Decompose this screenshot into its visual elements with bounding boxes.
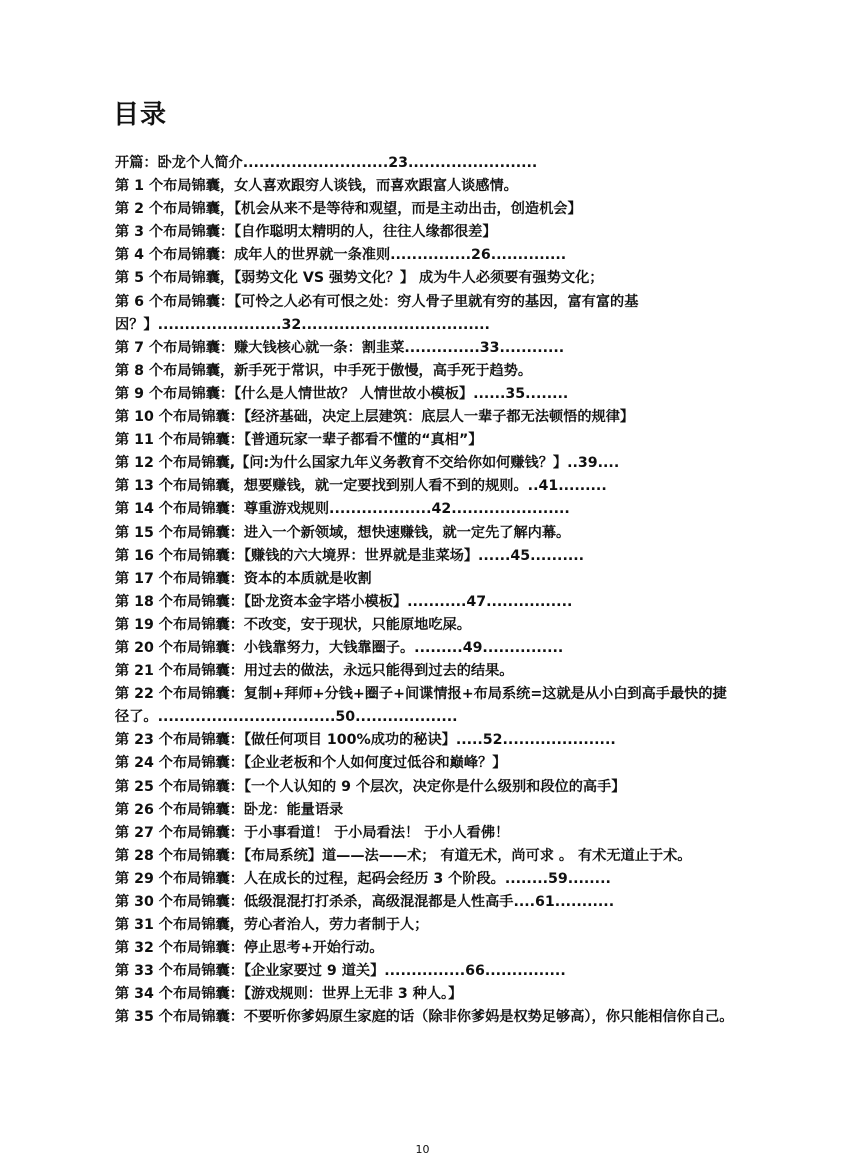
toc-entry[interactable]: 第 26 个布局锦囊：卧龙：能量语录: [115, 801, 344, 818]
toc-entry[interactable]: 第 4 个布局锦囊：成年人的世界就一条准则...............26..............: [115, 247, 567, 264]
toc-entry[interactable]: 第 14 个布局锦囊：尊重游戏规则...................42......................: [115, 501, 570, 518]
toc-entry[interactable]: 第 18 个布局锦囊：【卧龙资本金字塔小模板】...........47................: [115, 593, 573, 610]
toc-entry[interactable]: 第 9 个布局锦囊：【什么是人情世故？ 人情世故小模板】......35........: [115, 385, 569, 402]
toc-entry[interactable]: 第 34 个布局锦囊：【游戏规则：世界上无非 3 种人。】: [115, 986, 463, 1003]
toc-entry[interactable]: 第 30 个布局锦囊：低级混混打打杀杀，高级混混都是人性高手....61...........: [115, 894, 615, 910]
toc-entry[interactable]: 第 22 个布局锦囊：复制+拜师+分钱+圈子+间谍情报+布局系统=这就是从小白到高手最快的捷径了。.................................50...................: [115, 686, 727, 726]
toc-entry[interactable]: 第 12 个布局锦囊,【问:为什么国家九年义务教育不交给你如何赚钱？】..39....: [115, 455, 620, 472]
toc-entry[interactable]: 第 2 个布局锦囊，【机会从来不是等待和观望，而是主动出击，创造机会】: [115, 201, 582, 218]
toc-entry[interactable]: 第 32 个布局锦囊：停止思考+开始行动。: [115, 940, 384, 957]
toc-entry[interactable]: 第 11 个布局锦囊：【普通玩家一辈子都看不懂的“真相”】: [115, 432, 483, 449]
table-of-contents: [115, 152, 737, 1030]
toc-entry[interactable]: 第 33 个布局锦囊：【企业家要过 9 道关】...............66...............: [115, 963, 566, 980]
toc-entry[interactable]: 第 16 个布局锦囊：【赚钱的六大境界：世界就是韭菜场】......45..........: [115, 547, 585, 564]
toc-entry[interactable]: 第 6 个布局锦囊：【可怜之人必有可恨之处：穷人骨子里就有穷的基因，富有富的基因？】.......................32...................................: [115, 293, 639, 333]
toc-entry[interactable]: 第 35 个布局锦囊：不要听你爹妈原生家庭的话（除非你爹妈是权势足够高），你只能相信你自己。: [115, 1009, 734, 1026]
toc-entry[interactable]: 第 19 个布局锦囊：不改变，安于现状，只能原地吃屎。: [115, 616, 471, 633]
toc-entry[interactable]: 第 8 个布局锦囊，新手死于常识，中手死于傲慢，高手死于趋势。: [115, 362, 533, 379]
toc-entry[interactable]: 第 15 个布局锦囊：进入一个新领域，想快速赚钱，就一定先了解内幕。: [115, 524, 571, 541]
toc-entry[interactable]: 第 31 个布局锦囊，劳心者治人，劳力者制于人；: [115, 917, 429, 934]
toc-entry[interactable]: 第 25 个布局锦囊：【一个人认知的 9 个层次，决定你是什么级别和段位的高手】: [115, 778, 626, 795]
page-title: 目录: [113, 100, 168, 130]
toc-entry[interactable]: 第 7 个布局锦囊：赚大钱核心就一条：割韭菜..............33............: [115, 339, 565, 356]
toc-entry[interactable]: 第 1 个布局锦囊，女人喜欢跟穷人谈钱，而喜欢跟富人谈感情。: [115, 178, 518, 195]
toc-entry[interactable]: 第 13 个布局锦囊，想要赚钱，就一定要找到别人看不到的规则。..41.........: [115, 478, 607, 495]
toc-entry-intro[interactable]: 开篇：卧龙个人简介...........................23........................: [115, 155, 538, 171]
toc-entry[interactable]: 第 29 个布局锦囊：人在成长的过程，起码会经历 3 个阶段。........59........: [115, 870, 611, 887]
toc-entry[interactable]: 第 23 个布局锦囊：【做任何项目 100%成功的秘诀】.....52.....................: [115, 732, 616, 749]
toc-entry[interactable]: 第 10 个布局锦囊：【经济基础，决定上层建筑：底层人一辈子都无法顿悟的规律】: [115, 409, 635, 426]
toc-entry[interactable]: 第 17 个布局锦囊：资本的本质就是收割: [115, 570, 372, 587]
toc-entry[interactable]: 第 27 个布局锦囊：于小事看道！ 于小局看法！ 于小人看佛！: [115, 824, 510, 841]
toc-entry[interactable]: 第 20 个布局锦囊：小钱靠努力，大钱靠圈子。.........49...............: [115, 639, 564, 656]
toc-entry[interactable]: 第 24 个布局锦囊：【企业老板和个人如何度过低谷和巅峰？】: [115, 755, 507, 772]
toc-entry[interactable]: 第 5 个布局锦囊，【弱势文化 VS 强势文化？】 成为牛人必须要有强势文化；: [115, 270, 604, 287]
page-number: 10: [415, 1143, 430, 1156]
toc-entry[interactable]: 第 21 个布局锦囊：用过去的做法，永远只能得到过去的结果。: [115, 663, 514, 680]
toc-entry[interactable]: 第 28 个布局锦囊：【布局系统】道——法——术； 有道无术，尚可求 。 有术无道止于术。: [115, 847, 692, 864]
toc-entry[interactable]: 第 3 个布局锦囊：【自作聪明太精明的人，往往人缘都很差】: [115, 224, 497, 241]
